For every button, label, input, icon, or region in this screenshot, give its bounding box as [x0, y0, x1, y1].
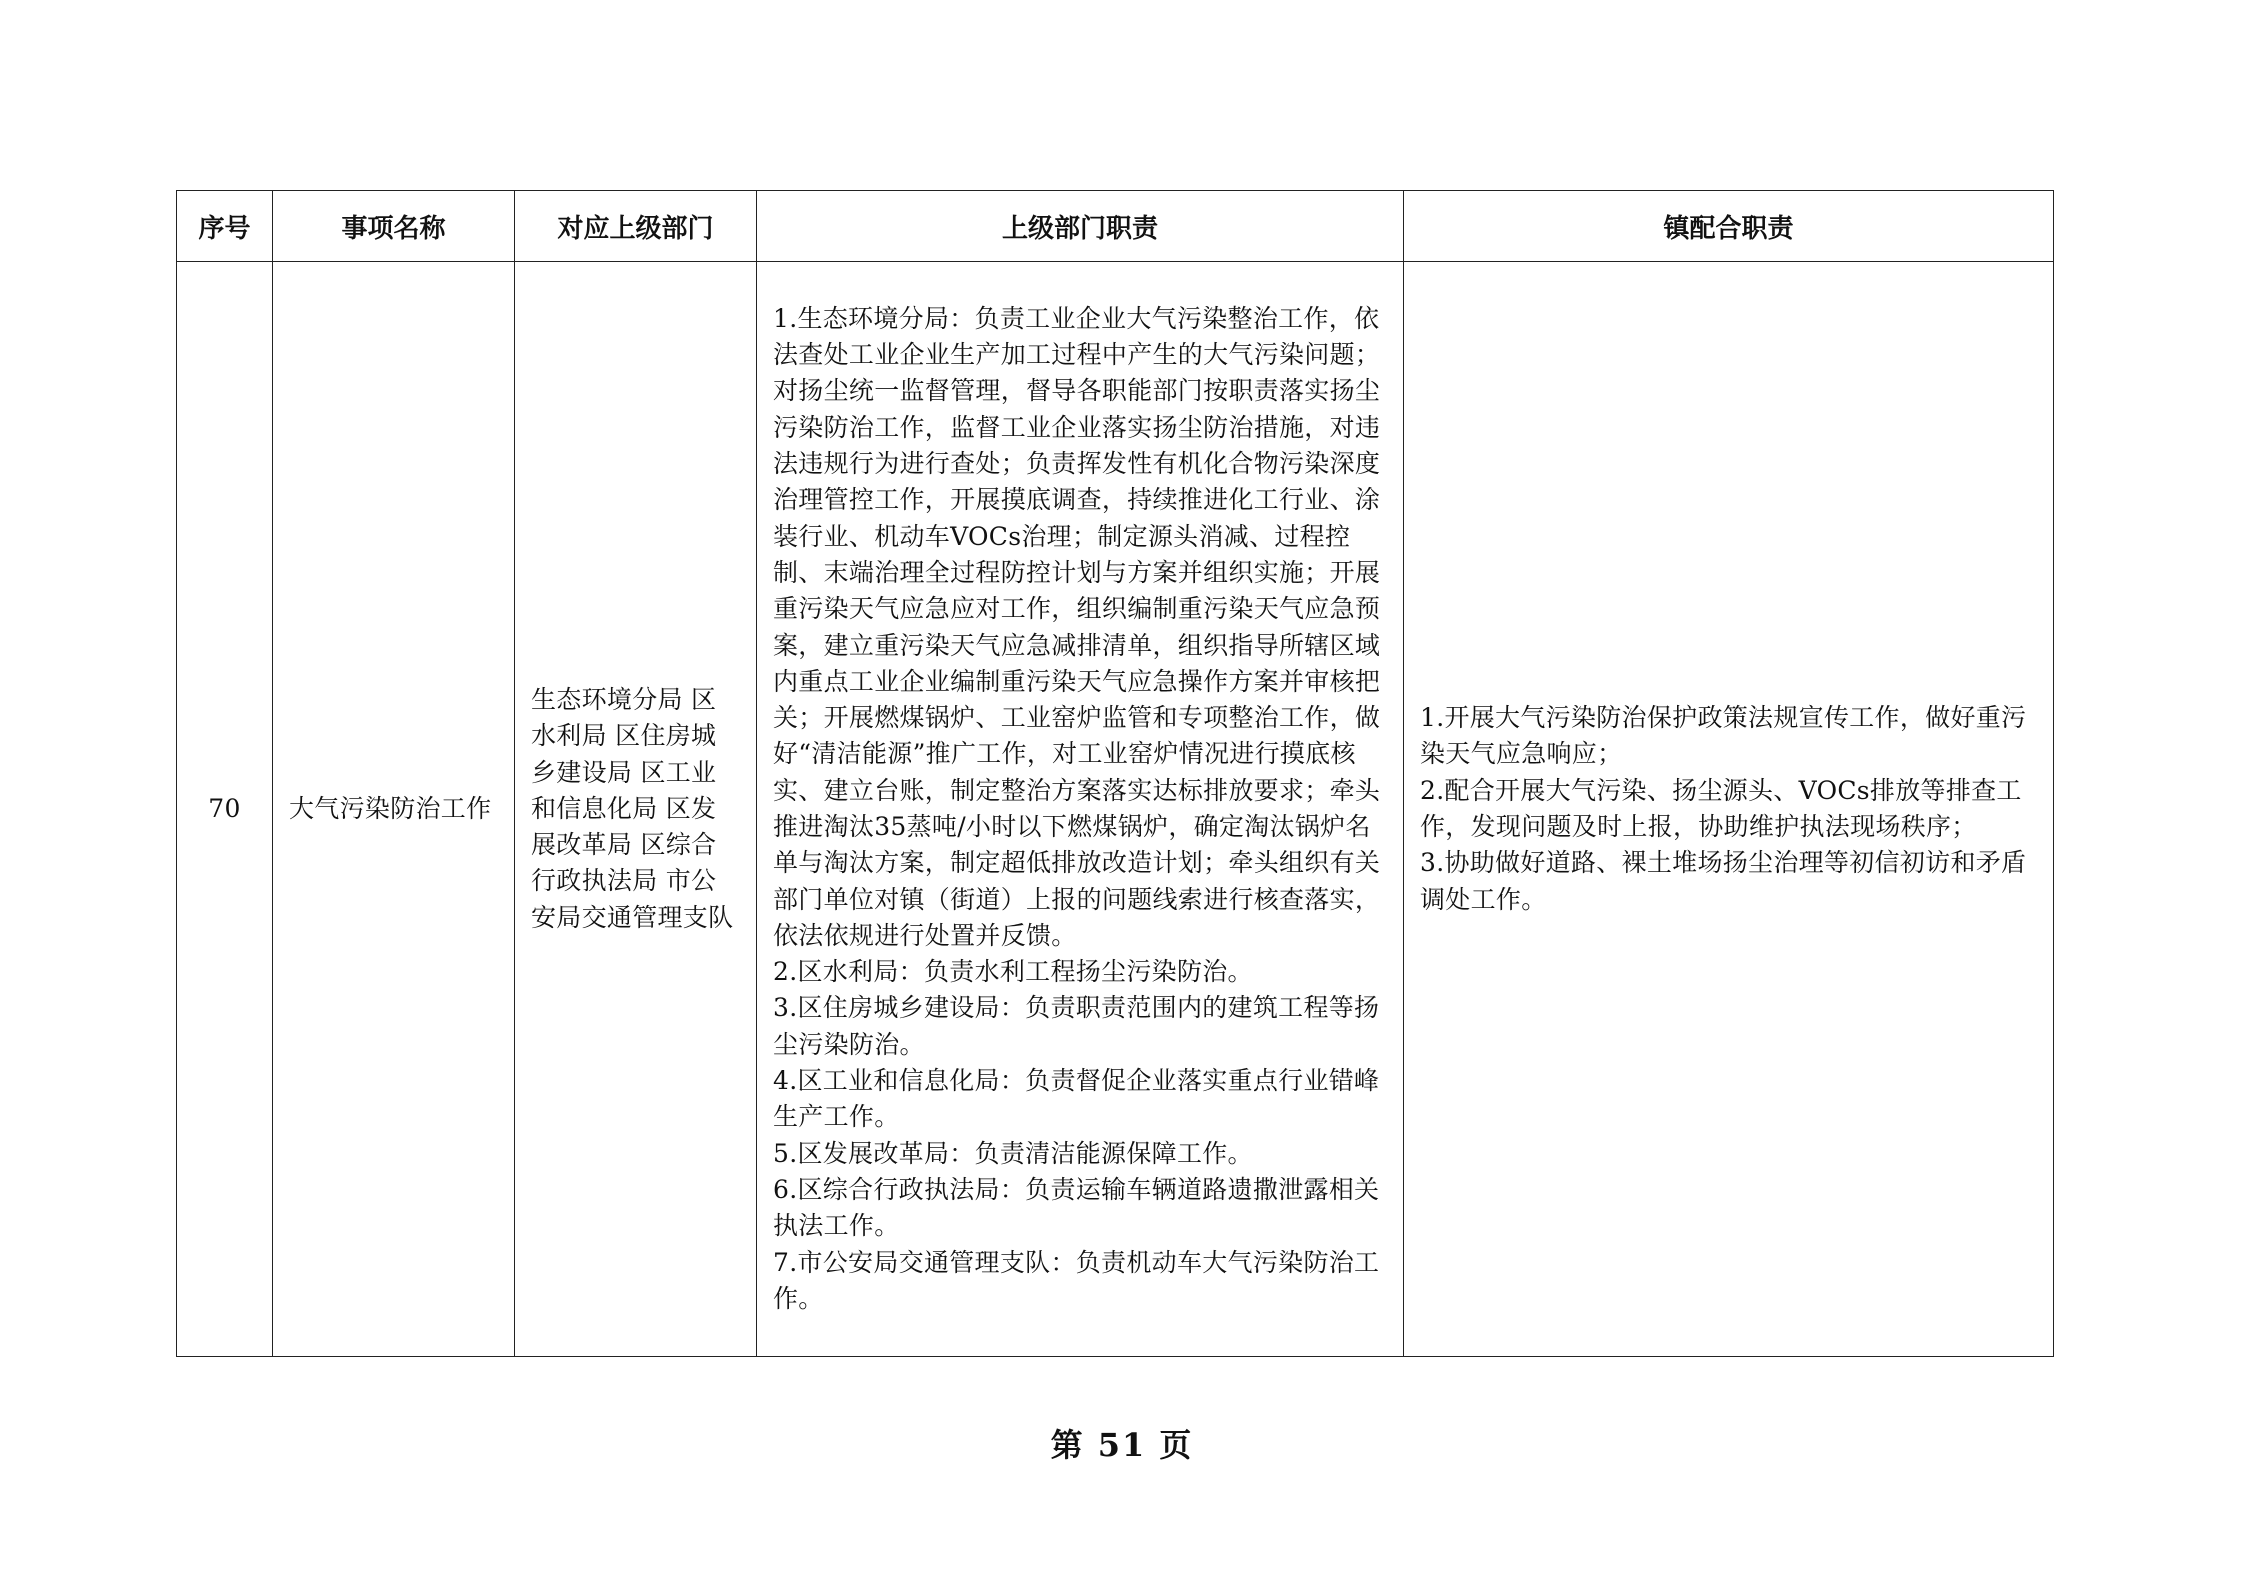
row-town-duties — [1404, 262, 2054, 1357]
table-row — [177, 262, 2054, 1357]
row-item-name: 大气污染防治工作 — [273, 262, 515, 1357]
superior-duty-item: 1.生态环境分局：负责工业企业大气污染整治工作，依法查处工业企业生产加工过程中产生的大气污染问题；对扬尘统一监督管理，督导各职能部门按职责落实扬尘污染防治工作，监督工业企业落实扬尘防治措施，对违法违规行为进行查处；负责挥发性有机化合物污染深度治理管控工作，开展摸底调查，持续推进化工行业、涂装行业、机动车VOCs治理；制定源头消减、过程控制、末端治理全过程防控计划与方案并组织实施；开展重污染天气应急应对工作，组织编制重污染天气应急预案，建立重污染天气应急减排清单，组织指导所辖区域内重点工业企业编制重污染天气应急操作方案并审核把关；开展燃煤锅炉、工业窑炉监管和专项整治工作，做好“清洁能源”推广工作，对工业窑炉情况进行摸底核实、建立台账，制定整治方案落实达标排放要求；牵头推进淘汰35蒸吨/小时以下燃煤锅炉，确定淘汰锅炉名单与淘汰方案，制定超低排放改造计划；牵头组织有关部门单位对镇（街道）上报的问题线索进行核查落实，依法依规进行处置并反馈。 — [773, 303, 1381, 950]
row-superior-duties — [757, 262, 1404, 1357]
superior-duty-item: 2.区水利局：负责水利工程扬尘污染防治。 — [773, 957, 1253, 987]
table-header-row — [177, 191, 2054, 262]
superior-duty-item: 4.区工业和信息化局：负责督促企业落实重点行业错峰生产工作。 — [773, 1066, 1380, 1132]
superior-duty-list — [773, 301, 1387, 1317]
superior-duty-item: 3.区住房城乡建设局：负责职责范围内的建筑工程等扬尘污染防治。 — [773, 993, 1380, 1059]
town-duty-item: 2.配合开展大气污染、扬尘源头、VOCs排放等排查工作，发现问题及时上报，协助维护执法现场秩序； — [1420, 775, 2022, 841]
header-superior-department: 对应上级部门 — [515, 191, 757, 262]
header-serial-number: 序号 — [177, 191, 273, 262]
superior-duty-item: 5.区发展改革局：负责清洁能源保障工作。 — [773, 1138, 1253, 1168]
duty-table — [176, 190, 2054, 1357]
header-item-name: 事项名称 — [273, 191, 515, 262]
town-duty-item: 3.协助做好道路、裸土堆场扬尘治理等初信初访和矛盾调处工作。 — [1420, 848, 2027, 914]
row-departments: 生态环境分局 区水利局 区住房城乡建设局 区工业和信息化局 区发展改革局 区综合行政执法局 市公安局交通管理支队 — [515, 262, 757, 1357]
town-duty-item: 1.开展大气污染防治保护政策法规宣传工作，做好重污染天气应急响应； — [1420, 703, 2027, 769]
superior-duty-item: 6.区综合行政执法局：负责运输车辆道路遗撒泄露相关执法工作。 — [773, 1174, 1380, 1241]
superior-duty-item: 7.市公安局交通管理支队：负责机动车大气污染防治工作。 — [773, 1247, 1380, 1313]
page-number: 第 51 页 — [1050, 1426, 1194, 1464]
header-superior-duties: 上级部门职责 — [757, 191, 1404, 262]
town-duty-list — [1420, 700, 2037, 918]
header-town-duties: 镇配合职责 — [1404, 191, 2054, 262]
row-serial-number: 70 — [177, 262, 273, 1357]
